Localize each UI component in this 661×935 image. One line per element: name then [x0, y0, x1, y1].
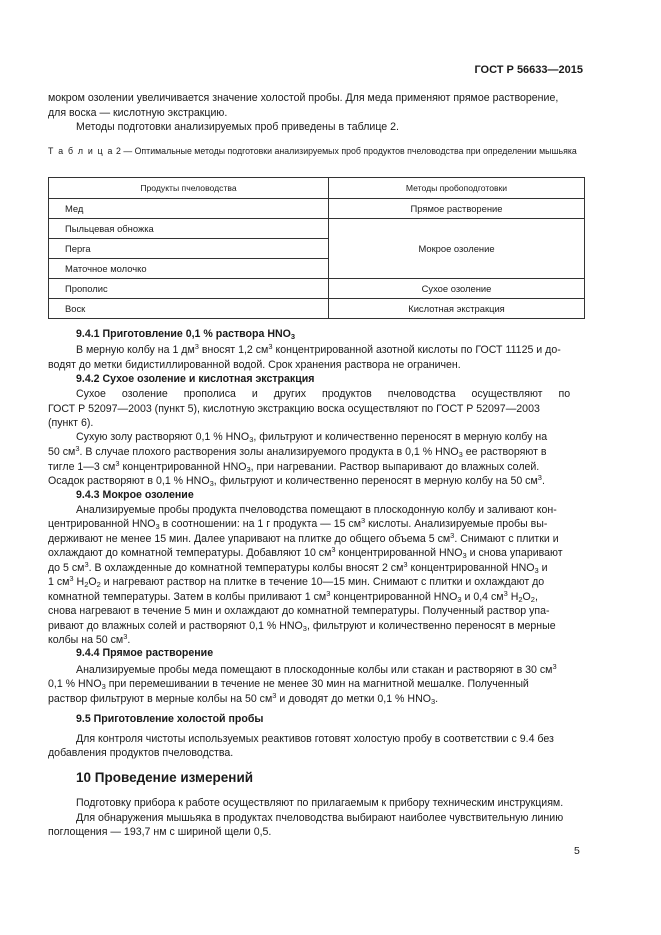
section-9-4-1-line-2: водят до метки бидистиллированной водой. Срок хранения раствора не ограничен.	[48, 359, 461, 371]
intro-line-3: Методы подготовки анализируемых проб приведены в таблице 2.	[76, 121, 399, 133]
col-header-methods: Методы пробоподготовки	[329, 178, 585, 199]
section-9-4-3-line-6: 1 $см^3$ $H_2O_2$ и нагревают раствор на плитке в течение 10—15 мин. Снимают с плитки и охлаждают до	[48, 574, 545, 589]
table-caption-text: 2 — Оптимальные методы подготовки анализируемых проб продуктов пчеловодства при определении мышьяка	[116, 146, 577, 156]
table-row	[49, 279, 585, 299]
section-10-line-1: Подготовку прибора к работе осуществляют по прилагаемым к прибору техническим инструкциям.	[76, 797, 564, 809]
product-cell: Маточное молочко	[49, 259, 329, 279]
table-row	[49, 199, 585, 219]
section-9-4-2-line-1: Сухое озоление прополиса и других продуктов пчеловодства осуществляют по	[76, 388, 571, 400]
section-9-4-4-heading: 9.4.4 Прямое растворение	[76, 647, 214, 659]
section-9-4-2-heading: 9.4.2 Сухое озоление и кислотная экстракция	[76, 373, 315, 385]
section-9-4-4-line-3: раствор фильтруют в мерные колбы на 50 $см^3$ и доводят до метки 0,1 % $HNO_3$.	[48, 691, 439, 706]
methods-table	[48, 177, 585, 319]
section-9-4-4-line-2: 0,1 % $HNO_3$ при перемешивании в течение не менее 30 мин на магнитной мешалке. Полученный	[48, 678, 529, 691]
section-9-4-3-line-10: колбы на 50 $см^3$.	[48, 632, 131, 646]
intro-line-2: для воска — кислотную экстракцию.	[48, 107, 228, 119]
section-9-4-1-line-1: В мерную колбу на 1 $дм^3$ вносят 1,2 $см^3$ концентрированной азотной кислоты по ГОСТ 11125 и до-	[76, 342, 561, 356]
section-9-5-line-1: Для контроля чистоты используемых реактивов готовят холостую пробу в соответствии с 9.4 без	[76, 733, 554, 745]
section-9-4-2-para2-line-1: Сухую золу растворяют 0,1 % $HNO_3$, фильтруют и количественно переносят в мерную колбу на	[76, 431, 548, 444]
method-cell: Мокрое озоление	[329, 219, 585, 279]
section-9-4-4-line-1: Анализируемые пробы меда помещают в плоскодонные колбы или стакан и растворяют в 30 $см^3$	[76, 662, 557, 676]
section-9-4-3-line-9: ривают до влажных солей и растворяют 0,1 % $HNO_3$, фильтруют и количественно переносят в мерные	[48, 620, 556, 633]
section-9-4-3-line-8: снова нагревают в течение 5 мин и охлаждают до комнатной температуры. Полученный раствор упа-	[48, 605, 550, 617]
table-row	[49, 299, 585, 319]
section-9-4-2-line-2: ГОСТ Р 52097—2003 (пункт 5), кислотную экстракцию воска осуществляют по ГОСТ Р 52097—2003	[48, 403, 540, 415]
col-header-products: Продукты пчеловодства	[49, 178, 329, 199]
section-10-heading: 10 Проведение измерений	[76, 770, 254, 785]
section-9-4-3-line-5: до 5 $см^3$. В охлажденные до комнатной температуры колбы вносят 2 $см^3$ концентрированной $HNO_3$ и	[48, 560, 548, 575]
section-9-4-3-line-1: Анализируемые пробы продукта пчеловодства помещают в плоскодонную колбу и заливают кон-	[76, 504, 557, 516]
section-9-5-line-2: добавления продуктов пчеловодства.	[48, 747, 234, 759]
section-9-4-2-para2-line-3: тигле 1—3 $см^3$ концентрированной $HNO_3$, при нагревании. Раствор выпаривают до влажных солей.	[48, 459, 540, 474]
table-caption	[48, 145, 588, 157]
section-9-4-3-line-2: центрированной $HNO_3$ в соотношении: на 1 г продукта — 15 $см^3$ кислоты. Анализируемые пробы вы-	[48, 516, 548, 531]
section-9-4-2-line-3: (пункт 6).	[48, 417, 94, 429]
section-9-4-3-line-4: охлаждают до комнатной температуры. Добавляют 10 $см^3$ концентрированной $HNO_3$ и снова упаривают	[48, 545, 563, 560]
product-cell: Прополис	[49, 279, 329, 299]
section-10-line-3: поглощения — 193,7 нм с шириной щели 0,5.	[48, 826, 272, 838]
document-number: ГОСТ Р 56633—2015	[474, 64, 583, 76]
section-9-4-1-heading: 9.4.1 Приготовление 0,1 % раствора $HNO_3$	[76, 328, 296, 341]
product-cell: Перга	[49, 239, 329, 259]
section-9-4-3-line-7: комнатной температуры. Затем в колбы приливают 1 $см^3$ концентрированной $HNO_3$ и 0,4 $см^3$ $H_2O_2$,	[48, 589, 538, 604]
method-cell: Кислотная экстракция	[329, 299, 585, 319]
section-9-5-heading: 9.5 Приготовление холостой пробы	[76, 713, 264, 725]
table-row	[49, 219, 585, 239]
product-cell: Воск	[49, 299, 329, 319]
section-10-line-2: Для обнаружения мышьяка в продуктах пчеловодства выбирают наиболее чувствительную линию	[76, 812, 564, 824]
section-9-4-2-para2-line-2: 50 $см^3$. В случае плохого растворения золы анализируемого продукта в 0,1 % $HNO_3$ ее растворяют в	[48, 444, 547, 459]
method-cell: Прямое растворение	[329, 199, 585, 219]
section-9-4-3-line-3: держивают не менее 15 мин. Далее упаривают на плитке до общего объема 5 $см^3$. Снимают с плитки и	[48, 531, 559, 545]
product-cell: Мед	[49, 199, 329, 219]
table-header-row	[49, 178, 585, 199]
section-9-4-2-para2-line-4: Осадок растворяют в 0,1 % $HNO_3$, фильтруют и количественно переносят в мерную колбу на 50 $см^3$.	[48, 473, 545, 488]
product-cell: Пыльцевая обножка	[49, 219, 329, 239]
section-9-4-3-heading: 9.4.3 Мокрое озоление	[76, 489, 194, 501]
page-number: 5	[574, 845, 580, 857]
method-cell: Сухое озоление	[329, 279, 585, 299]
intro-line-1: мокром озолении увеличивается значение холостой пробы. Для меда применяют прямое растворение,	[48, 92, 559, 104]
table-caption-prefix: Т а б л и ц а	[48, 146, 114, 156]
